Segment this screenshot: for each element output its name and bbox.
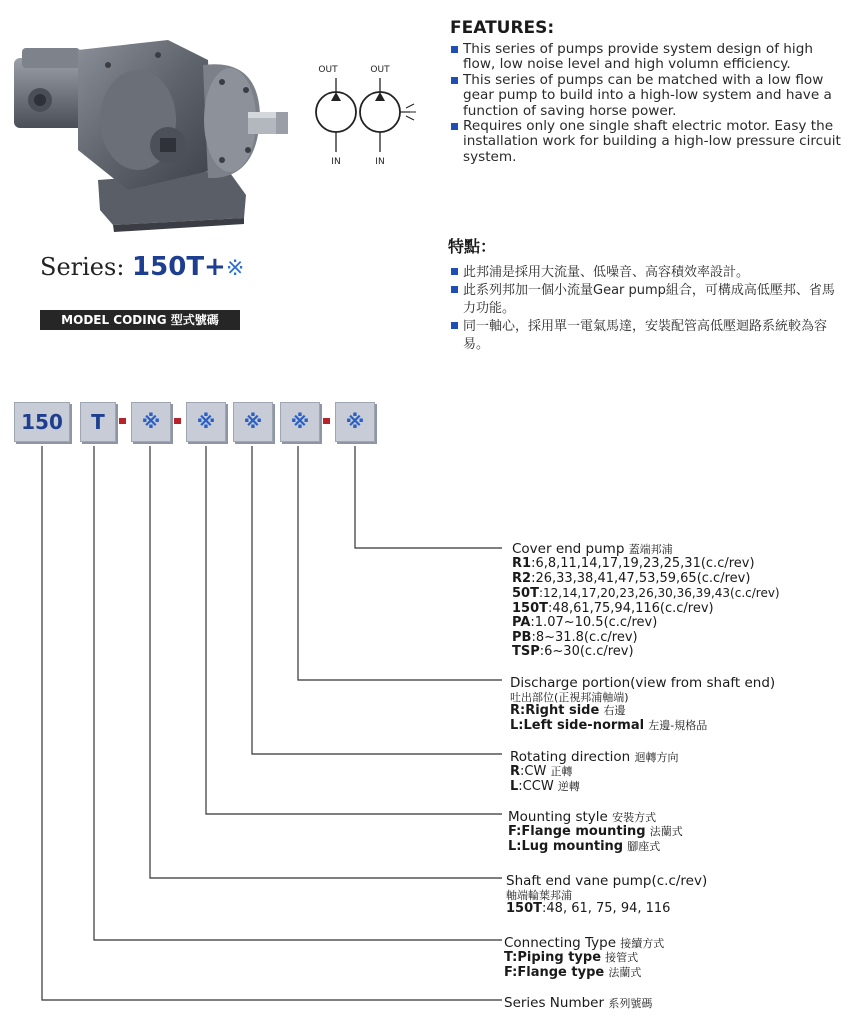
square-bullet-icon xyxy=(451,77,458,84)
series-title xyxy=(40,252,244,282)
desc-shaft-end-vane-pump: Shaft end vane pump(c.c/rev) 軸端輪葉邦浦 150T:48, 61, 75, 94, 116 xyxy=(506,873,708,916)
square-bullet-icon xyxy=(451,123,458,130)
pump-product-photo xyxy=(8,20,298,235)
symbol-out-left-label: OUT xyxy=(318,65,338,75)
symbol-in-left-label: IN xyxy=(331,157,341,167)
model-coding-banner: MODEL CODING 型式號碼 xyxy=(40,310,240,330)
symbol-in-right-label: IN xyxy=(375,157,385,167)
desc-connecting-type: Connecting Type 接續方式 T:Piping type 接管式 F:Flange type 法蘭式 xyxy=(504,935,665,980)
desc-mounting-style: Mounting style 安裝方式 F:Flange mounting 法蘭式 L:Lug mounting 腳座式 xyxy=(508,809,683,854)
code-dash xyxy=(323,418,330,424)
series-code: 150T+ xyxy=(132,252,226,282)
feature-item: This series of pumps provide system design of high flow, low noise level and high volumn efficiency. xyxy=(450,42,842,73)
features-title: FEATURES: xyxy=(450,18,555,38)
desc-cover-end-pump: Cover end pump 蓋端邦浦 R1:6,8,11,14,17,19,23,25,31(c.c/rev) R2:26,33,38,41,47,53,59,65(c.c/rev) 50T:12,14,17,20,23,26,30,36,39,43(c.c/rev) 150T:48,61,75,94,116(c.c/rev) PA:1.07~10.5(c.c/rev) PB:8~31.8(c.c/rev) TSP:6~30(c.c/rev) xyxy=(512,541,780,659)
square-bullet-icon xyxy=(451,286,458,293)
square-bullet-icon xyxy=(451,322,458,329)
code-box-discharge: ※ xyxy=(280,402,320,442)
code-box-series: 150 xyxy=(14,402,70,442)
zh-features-title: 特點： xyxy=(448,237,497,256)
code-dash xyxy=(174,418,181,424)
series-prefix: Series: xyxy=(40,253,125,281)
symbol-out-right-label: OUT xyxy=(370,65,390,75)
zh-feature-item: 此系列邦加一個小流量Gear pump組合，可構成高低壓邦、省馬力功能。 xyxy=(450,282,842,318)
code-box-rotating: ※ xyxy=(233,402,273,442)
desc-rotating-direction: Rotating direction 迴轉方向 R:CW 正轉 L:CCW 逆轉 xyxy=(510,749,679,794)
hydraulic-symbol-diagram xyxy=(306,58,422,174)
desc-discharge-portion: Discharge portion(view from shaft end) 吐出部位(正視邦浦軸端) R:Right side 右邊 L:Left side-normal 左邊-規格品 xyxy=(510,675,776,733)
code-dash xyxy=(119,418,126,424)
series-mark: ※ xyxy=(225,256,245,281)
zh-feature-item: 此邦浦是採用大流量、低噪音、高容積效率設計。 xyxy=(450,264,842,282)
features-list xyxy=(450,42,842,165)
feature-item: Requires only one single shaft electric motor. Easy the installation work for building a high-low pressure circuit system. xyxy=(450,119,842,165)
code-box-shaft-pump: ※ xyxy=(131,402,171,442)
feature-item: This series of pumps can be matched with a low flow gear pump to build into a high-low system and have a function of saving horse power. xyxy=(450,73,842,119)
code-box-type: T xyxy=(80,402,116,442)
square-bullet-icon xyxy=(451,268,458,275)
desc-series-number: Series Number 系列號碼 xyxy=(504,995,653,1011)
square-bullet-icon xyxy=(451,46,458,53)
code-box-cover-pump: ※ xyxy=(335,402,375,442)
zh-features-list xyxy=(450,264,842,354)
code-box-mounting: ※ xyxy=(186,402,226,442)
zh-feature-item: 同一軸心，採用單一電氣馬達，安裝配管高低壓迴路系統較為容易。 xyxy=(450,318,842,354)
